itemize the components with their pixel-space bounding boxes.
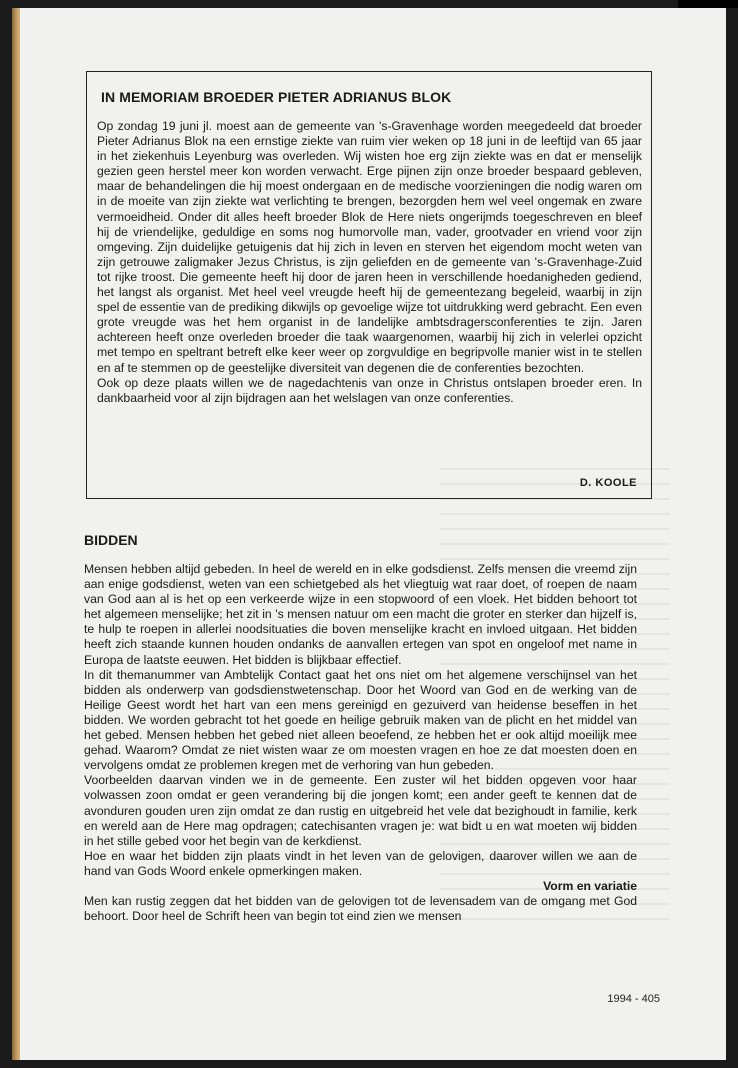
- article-paragraph: Voorbeelden daarvan vinden we in de gemeente. Een zuster wil het bidden opgeven voor haar volwassen zoon omdat er geen verandering bij die jongen komt; een ander geeft te kennen dat de avonduren gouden uren zijn omdat ze dan rustig en uitgebreid het vele dat bezighoudt in familie, kerk en wereld aan de Here mag opdragen; catechisanten vragen je: wat bidt u en wat moeten wij bidden in het stille gebed voor het begin van de kerkdienst.: [84, 773, 637, 848]
- memoriam-paragraph: Op zondag 19 juni jl. moest aan de gemeente van 's-Gravenhage worden meegedeeld dat broeder Pieter Adrianus Blok na een ernstige ziekte van ruim vier weken op 18 juni in de leeftijd van 65 jaar in het ziekenhuis Leyenburg was overleden. Wij wisten hoe erg zijn ziekte was en dat er menselijk gezien geen herstel meer kon worden verwacht. Erge pijnen zijn onze broeder bespaard gebleven, maar de behandelingen die hij moest ondergaan en de medische voorzieningen die nodig waren om in de moeite van zijn ziekte wat verlichting te brengen, bezorgden hem wel veel ongemak en zware vermoeidheid. Onder dit alles heeft broeder Blok de Here niets ongerijmds toegeschreven en bleef hij de vriendelijke, geduldige en soms nog humorvolle man, vader, grootvader en vriend voor zijn omgeving. Zijn duidelijke getuigenis dat hij zich in leven en sterven het eigendom mocht weten van zijn getrouwe zaligmaker Jezus Christus, is zijn geliefden en de gemeente van 's-Gravenhage-Zuid tot rijke troost. Die gemeente heeft hij door de jaren heen in verschillende hoedanigheden gediend, het langst als organist. Met heel veel vreugde heeft hij de gemeentezang begeleid, waarbij in zijn spel de essentie van de prediking dikwijls op gevoelige wijze tot uitdrukking werd gebracht. Een even grote vreugde was het hem organist in de landelijke ambtsdragersconferenties te zijn. Jaren achtereen heeft onze overleden broeder die taak waargenomen, waarbij hij zich in velerlei opzicht met tempo en speltrant betreft elke keer weer op zorgvuldige en begripvolle manier wist in te stellen en af te stemmen op de geestelijke diversiteit van degenen die de conferenties bezochten.: [97, 119, 642, 375]
- article-title: BIDDEN: [84, 532, 138, 548]
- article-paragraph: In dit themanummer van Ambtelijk Contact gaat het ons niet om het algemene verschijnsel van het bidden als onderwerp van godsdienstwetenschap. Door het Woord van God en de werking van de Heilige Geest wordt het hart van een mens gereinigd en gezuiverd van heidense beseffen in het bidden. We worden gebracht tot het goede en heilige gebruik maken van de plicht en het middel van het gebed. Mensen hebben het gebed niet alleen beoefend, ze hebben het er ook altijd moeilijk mee gehad. Waarom? Omdat ze niet wisten waar ze om moesten vragen en hoe ze dat moesten doen en vervolgens omdat ze problemen kregen met de verhoring van hun gebeden.: [84, 667, 637, 773]
- article-paragraph: Men kan rustig zeggen dat het bidden van de gelovigen tot de levensadem van de omgang met God behoort. Door heel de Schrift heen van begin tot eind zien we mensen: [84, 894, 637, 924]
- article-subheading: Vorm en variatie: [543, 878, 637, 893]
- memoriam-body: [97, 119, 642, 406]
- article-paragraph: Hoe en waar het bidden zijn plaats vindt in het leven van de gelovigen, daarover willen we aan de hand van Gods Woord enkele opmerkingen maken.: [84, 848, 637, 878]
- article-body: [84, 562, 637, 924]
- memoriam-box: [86, 71, 652, 499]
- memoriam-title: IN MEMORIAM BROEDER PIETER ADRIANUS BLOK: [101, 89, 452, 105]
- memoriam-paragraph: Ook op deze plaats willen we de nagedachtenis van onze in Christus ontslapen broeder eren. In dankbaarheid voor al zijn bijdragen aan het welslagen van onze conferenties.: [97, 375, 642, 405]
- article-paragraph: Mensen hebben altijd gebeden. In heel de wereld en in elke godsdienst. Zelfs mensen die vreemd zijn aan enige godsdienst, weten van een schietgebed als het vliegtuig wat raar doet, of roepen de naam van God aan al is het op een verkeerde wijze in een stopwoord of een vloek. Het bidden behoort tot het algemeen menselijke; het zit in 's mensen natuur om een macht die groter en sterker dan hijzelf is, te hulp te roepen in allerlei noodsituaties die boven menselijke kracht en invloed uitgaan. Het bidden heeft zich staande kunnen houden ondanks de aanvallen ertegen van spot en ongeloof met name in Europa de laatste eeuwen. Het bidden is blijkbaar effectief.: [84, 562, 637, 667]
- scan-edge: [678, 0, 738, 8]
- page-number: 1994 - 405: [607, 993, 660, 1005]
- memoriam-signature: D. KOOLE: [579, 477, 637, 489]
